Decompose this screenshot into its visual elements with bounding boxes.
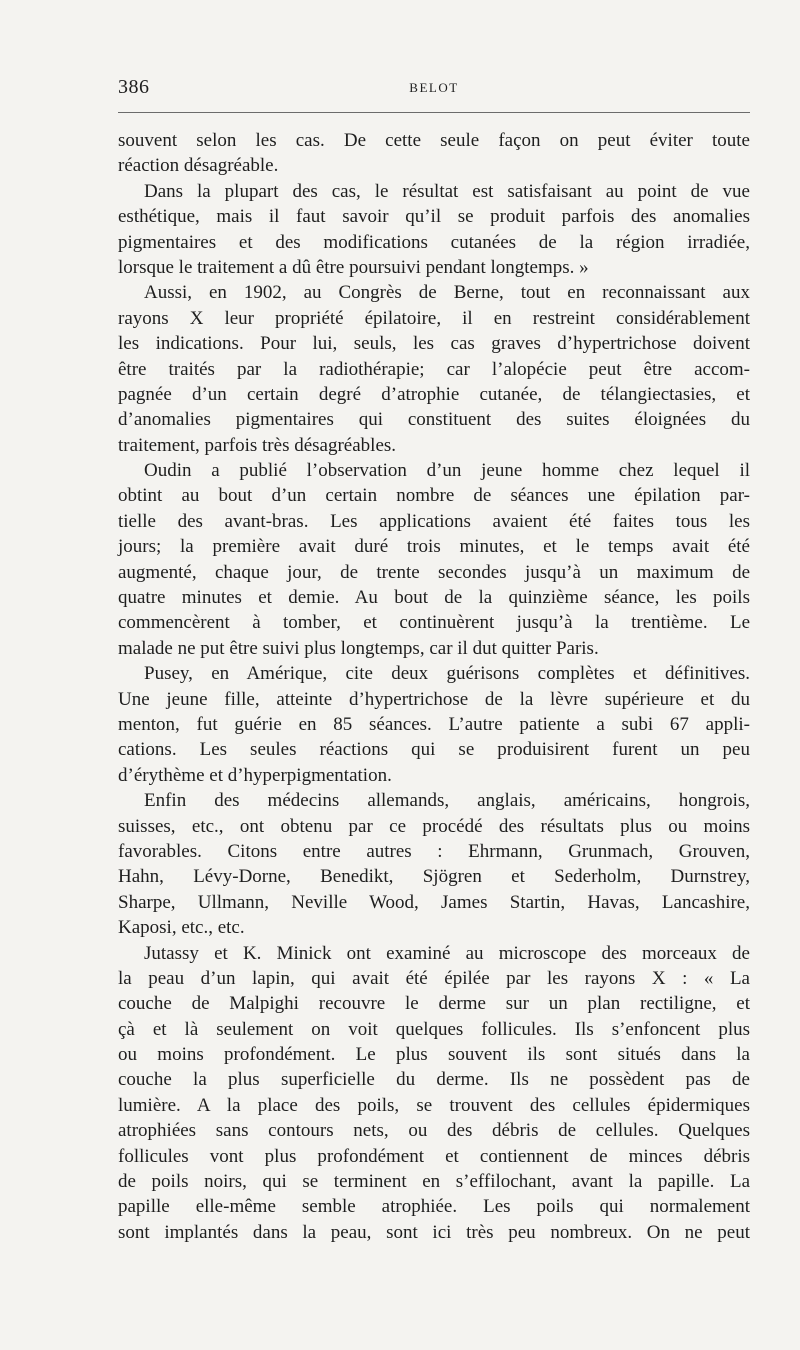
- text-line: être traités par la radiothérapie; car l’alopécie peut être accom-: [118, 358, 750, 380]
- text-line: Jutassy et K. Minick ont examiné au microscope des morceaux de: [144, 942, 750, 964]
- text-line: menton, fut guérie en 85 séances. L’autre patiente a subi 67 appli-: [118, 713, 750, 735]
- running-title: BELOT: [409, 80, 459, 95]
- text-line: couche la plus superficielle du derme. Ils ne possèdent pas de: [118, 1069, 750, 1091]
- text-line: pagnée d’un certain degré d’atrophie cutanée, de télangiectasies, et: [118, 383, 750, 405]
- text-line: follicules vont plus profondément et contiennent de minces débris: [118, 1145, 750, 1167]
- text-line: d’anomalies pigmentaires qui constituent des suites éloignées du: [118, 409, 750, 431]
- text-line: rayons X leur propriété épilatoire, il en restreint considérablement: [118, 307, 750, 329]
- text-line: souvent selon les cas. De cette seule façon on peut éviter toute: [118, 130, 750, 151]
- text-line: Une jeune fille, atteinte d’hypertrichose de la lèvre supérieure et du: [118, 688, 750, 710]
- text-line: pigmentaires et des modifications cutanées de la région irradiée,: [118, 231, 750, 253]
- text-line: de poils noirs, qui se terminent en s’effilochant, avant la papille. La: [118, 1171, 750, 1193]
- text-line: suisses, etc., ont obtenu par ce procédé des résultats plus ou moins: [118, 815, 750, 837]
- text-line: Sharpe, Ullmann, Neville Wood, James Startin, Havas, Lancashire,: [118, 891, 750, 913]
- text-line: réaction désagréable.: [118, 155, 279, 177]
- text-line: les indications. Pour lui, seuls, les cas graves d’hypertrichose doivent: [118, 333, 750, 355]
- text-line: quatre minutes et demie. Au bout de la quinzième séance, les poils: [118, 587, 750, 609]
- text-line: couche de Malpighi recouvre le derme sur un plan rectiligne, et: [118, 993, 750, 1015]
- text-line: obtint au bout d’un certain nombre de séances une épilation par-: [118, 485, 750, 507]
- text-line: çà et là seulement on voit quelques follicules. Ils s’enfoncent plus: [118, 1018, 750, 1040]
- text-line: augmenté, chaque jour, de trente secondes jusqu’à un maximum de: [118, 561, 750, 583]
- text-line: sont implantés dans la peau, sont ici très peu nombreux. On ne peut: [118, 1221, 750, 1243]
- text-line: favorables. Citons entre autres : Ehrmann, Grunmach, Grouven,: [118, 840, 750, 862]
- text-line: Oudin a publié l’observation d’un jeune homme chez lequel il: [144, 460, 750, 482]
- text-line: la peau d’un lapin, qui avait été épilée par les rayons X : « La: [118, 967, 750, 989]
- text-line: Kaposi, etc., etc.: [118, 917, 245, 939]
- text-line: d’érythème et d’hyperpigmentation.: [118, 764, 392, 786]
- text-line: lorsque le traitement a dû être poursuivi pendant longtemps. »: [118, 256, 589, 278]
- page-number: 386: [118, 76, 150, 98]
- text-line: Pusey, en Amérique, cite deux guérisons complètes et définitives.: [144, 663, 750, 685]
- text-line: traitement, parfois très désagréables.: [118, 434, 397, 456]
- text-line: tielle des avant-bras. Les applications avaient été faites tous les: [118, 510, 750, 532]
- text-line: lumière. A la place des poils, se trouvent des cellules épidermiques: [118, 1094, 750, 1116]
- body-text: [118, 128, 750, 1245]
- text-line: esthétique, mais il faut savoir qu’il se produit parfois des anomalies: [118, 206, 750, 228]
- text-line: Hahn, Lévy-Dorne, Benedikt, Sjögren et Sederholm, Durnstrey,: [118, 866, 750, 888]
- text-line: ou moins profondément. Le plus souvent ils sont situés dans la: [118, 1044, 750, 1066]
- text-line: cations. Les seules réactions qui se produisirent furent un peu: [118, 739, 750, 761]
- text-line: jours; la première avait duré trois minutes, et le temps avait été: [118, 536, 750, 558]
- page-header: [118, 76, 750, 104]
- text-line: Aussi, en 1902, au Congrès de Berne, tout en reconnaissant aux: [144, 282, 750, 304]
- text-line: malade ne put être suivi plus longtemps, car il dut quitter Paris.: [118, 637, 599, 659]
- text-line: Dans la plupart des cas, le résultat est satisfaisant au point de vue: [144, 180, 750, 202]
- text-line: papille elle-même semble atrophiée. Les poils qui normalement: [118, 1196, 750, 1218]
- header-rule: [118, 112, 750, 113]
- text-line: Enfin des médecins allemands, anglais, américains, hongrois,: [144, 790, 750, 812]
- text-line: commencèrent à tomber, et continuèrent jusqu’à la trentième. Le: [118, 612, 750, 634]
- text-line: atrophiées sans contours nets, ou des débris de cellules. Quelques: [118, 1120, 750, 1142]
